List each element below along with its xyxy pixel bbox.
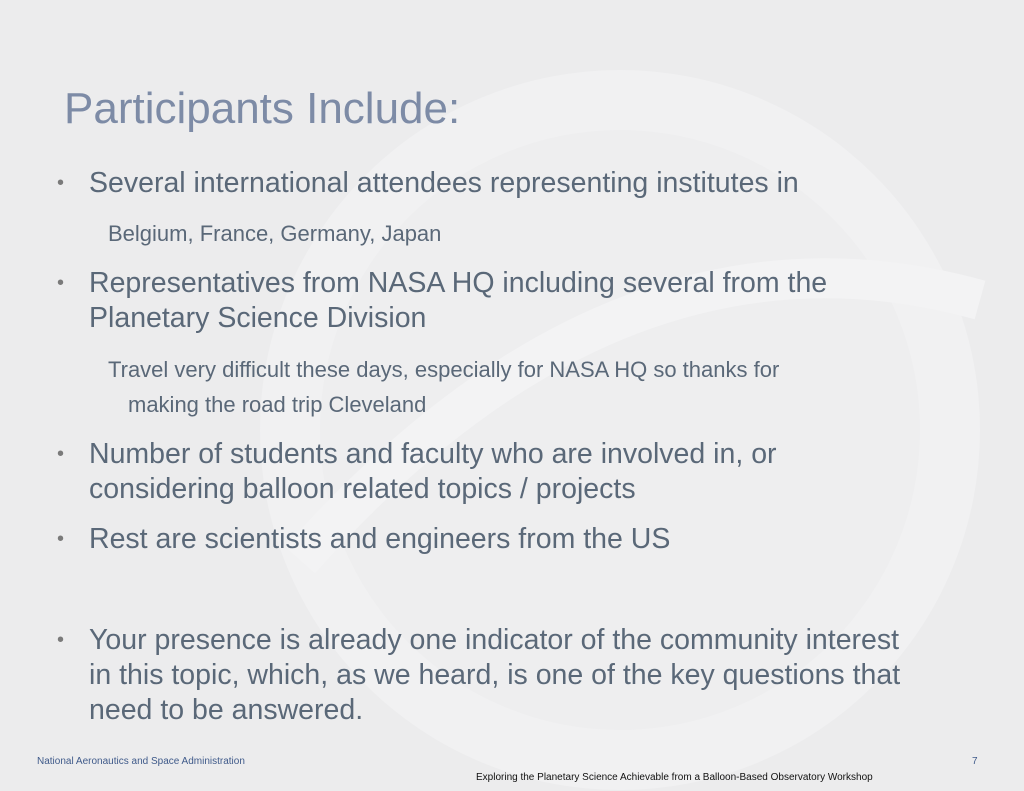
bullet-text: Number of students and faculty who are involved in, or considering balloon related topics / projects — [89, 438, 777, 505]
bullet-text: Your presence is already one indicator of the community interest in this topic, which, as we heard, is one of the key questions that need to be answered. — [89, 624, 901, 726]
sub-bullet-text: Belgium, France, Germany, Japan — [108, 221, 442, 246]
bullet-icon: • — [57, 172, 65, 194]
bullet-icon: • — [57, 528, 65, 550]
bullet-text: Several international attendees representing institutes in — [89, 167, 799, 199]
sub-bullet-line-2: making the road trip Cleveland — [128, 392, 427, 417]
bullet-icon: • — [57, 443, 65, 465]
bullet-icon: • — [57, 272, 65, 294]
slide-title: Participants Include: — [64, 84, 461, 133]
bullet-text: Rest are scientists and engineers from the US — [89, 523, 671, 555]
footer-organization: National Aeronautics and Space Administration — [37, 756, 245, 767]
page-number: 7 — [972, 756, 978, 767]
sub-bullet-line-1: Travel very difficult these days, especially for NASA HQ so thanks for — [108, 357, 780, 382]
bullet-text: Representatives from NASA HQ including several from the Planetary Science Division — [89, 267, 828, 334]
footer-workshop-title: Exploring the Planetary Science Achievable from a Balloon-Based Observatory Workshop — [476, 772, 873, 783]
sub-bullet — [108, 352, 928, 422]
bullet-icon: • — [57, 629, 65, 651]
